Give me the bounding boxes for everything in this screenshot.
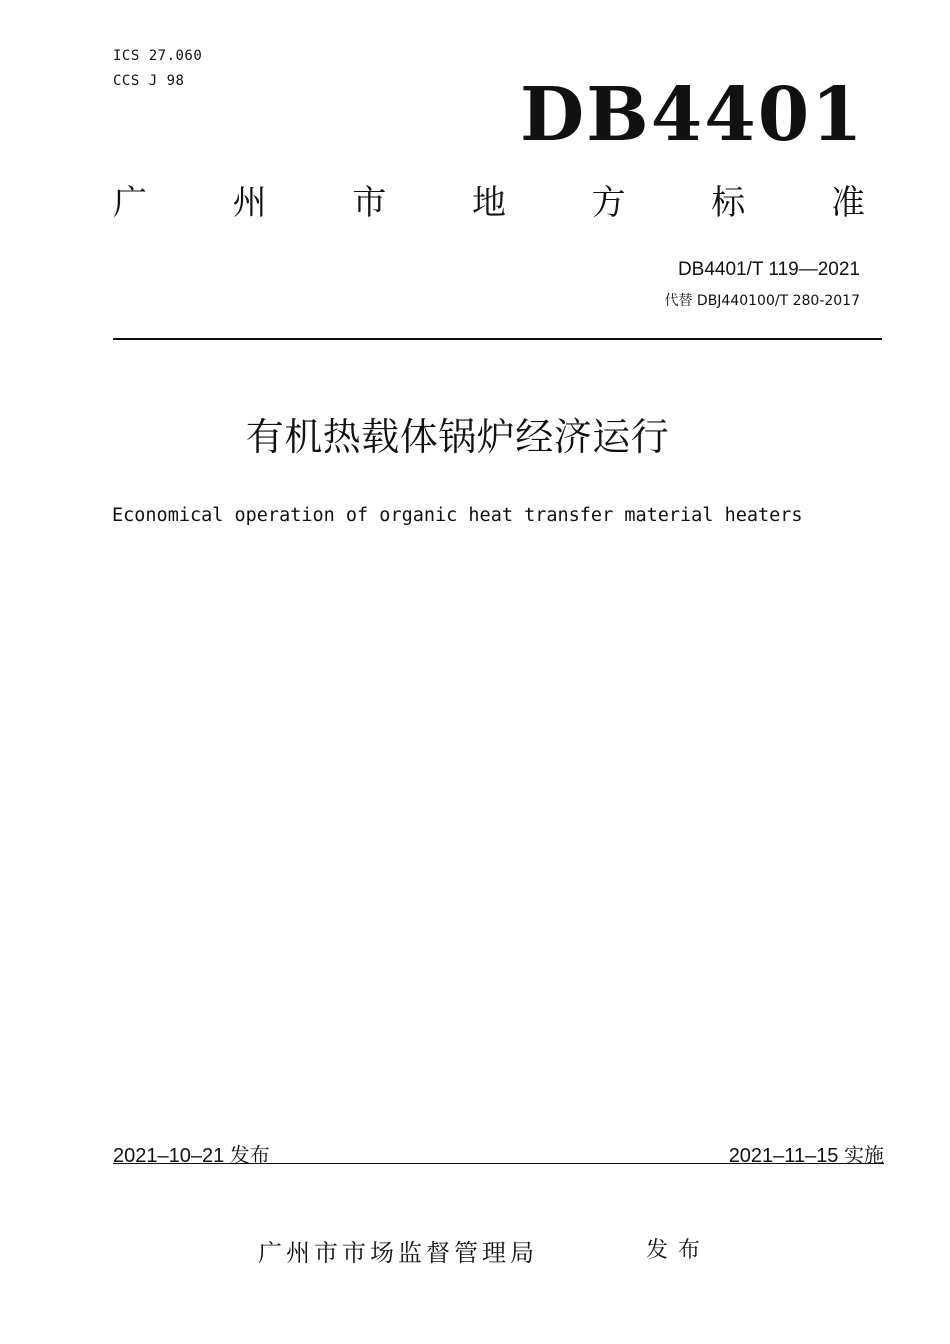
standard-level-char: 地	[471, 183, 506, 223]
standard-level-char: 市	[352, 183, 387, 223]
issuing-authority: 广州市市场监督管理局	[258, 1239, 538, 1267]
issue-date: 2021–10–21 发布	[113, 1145, 270, 1167]
document-title-english: Economical operation of organic heat transfer material heaters	[112, 505, 803, 526]
standard-level-char: 标	[711, 183, 746, 223]
issue-label: 发布	[646, 1238, 711, 1263]
standard-level-char: 准	[830, 183, 865, 223]
standard-level-char: 广	[113, 183, 147, 223]
bottom-divider	[113, 1163, 884, 1164]
standard-level-char: 州	[232, 183, 267, 223]
standard-number: DB4401/T 119—2021	[677, 259, 860, 280]
ccs-code: CCS J 98	[113, 73, 185, 89]
standard-code-heading: DB4401	[520, 72, 865, 158]
ics-code: ICS 27.060	[113, 48, 203, 64]
document-title-chinese: 有机热载体锅炉经济运行	[245, 415, 670, 459]
implementation-date: 2021–11–15 实施	[728, 1145, 884, 1167]
replaces-standard: 代替 DBJ440100/T 280-2017	[664, 293, 860, 309]
top-divider	[113, 338, 882, 340]
standard-level-title	[113, 183, 865, 223]
standard-level-char: 方	[591, 183, 626, 223]
